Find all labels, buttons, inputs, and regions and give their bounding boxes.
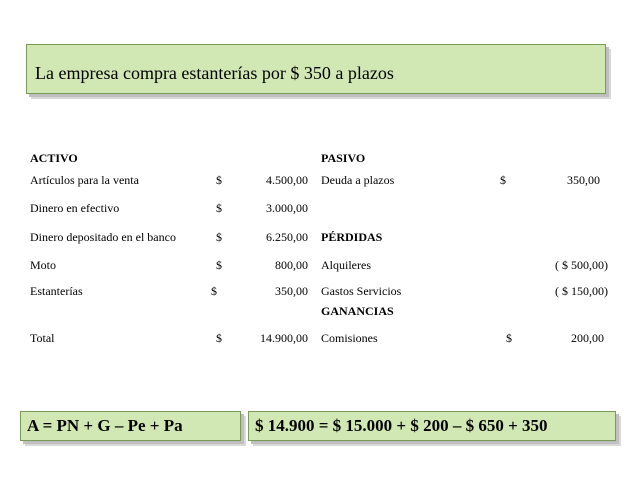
pasivo-row-label: Deuda a plazos [321, 173, 395, 187]
activo-row-amount: 800,00 [275, 258, 308, 272]
activo-row-currency: $ [211, 284, 217, 298]
title-banner [26, 44, 606, 94]
activo-row-amount: 350,00 [275, 284, 308, 298]
activo-row-label: Estanterías [30, 284, 83, 298]
ganancias-header: GANANCIAS [321, 304, 394, 318]
activo-row-label: Moto [30, 258, 57, 272]
activo-row-currency: $ [216, 201, 222, 215]
formula-values-box [248, 411, 616, 441]
ganancias-row-label: Comisiones [321, 331, 378, 345]
activo-row-label: Artículos para la venta [30, 173, 139, 187]
slide-title: La empresa compra estanterías por $ 350 a plazos [35, 63, 394, 83]
formula-equation-box [20, 411, 241, 441]
perdidas-row-label: Gastos Servicios [321, 284, 402, 298]
formula-values: $ 14.900 = $ 15.000 + $ 200 – $ 650 + 350 [255, 416, 548, 435]
formula-equation: A = PN + G – Pe + Pa [27, 416, 183, 435]
activo-header: ACTIVO [30, 151, 78, 165]
activo-total-label: Total [30, 331, 55, 345]
activo-row-currency: $ [216, 258, 222, 272]
activo-total-currency: $ [216, 331, 222, 345]
activo-row-currency: $ [216, 173, 222, 187]
pasivo-row-amount: 350,00 [567, 173, 600, 187]
pasivo-row-currency: $ [500, 173, 506, 187]
ganancias-row-currency: $ [506, 331, 512, 345]
activo-row-currency: $ [216, 230, 222, 244]
activo-row-amount: 3.000,00 [266, 201, 308, 215]
pasivo-header: PASIVO [321, 151, 366, 165]
ganancias-row-amount: 200,00 [571, 331, 604, 345]
perdidas-row-amount: ( $ 150,00) [555, 284, 608, 298]
activo-row-label: Dinero depositado en el banco [30, 230, 176, 244]
activo-total-amount: 14.900,00 [260, 331, 308, 345]
perdidas-row-label: Alquileres [321, 258, 371, 272]
perdidas-header: PÉRDIDAS [321, 230, 383, 244]
activo-row-label: Dinero en efectivo [30, 201, 120, 215]
activo-row-amount: 6.250,00 [266, 230, 308, 244]
activo-row-amount: 4.500,00 [266, 173, 308, 187]
perdidas-row-amount: ( $ 500,00) [555, 258, 608, 272]
